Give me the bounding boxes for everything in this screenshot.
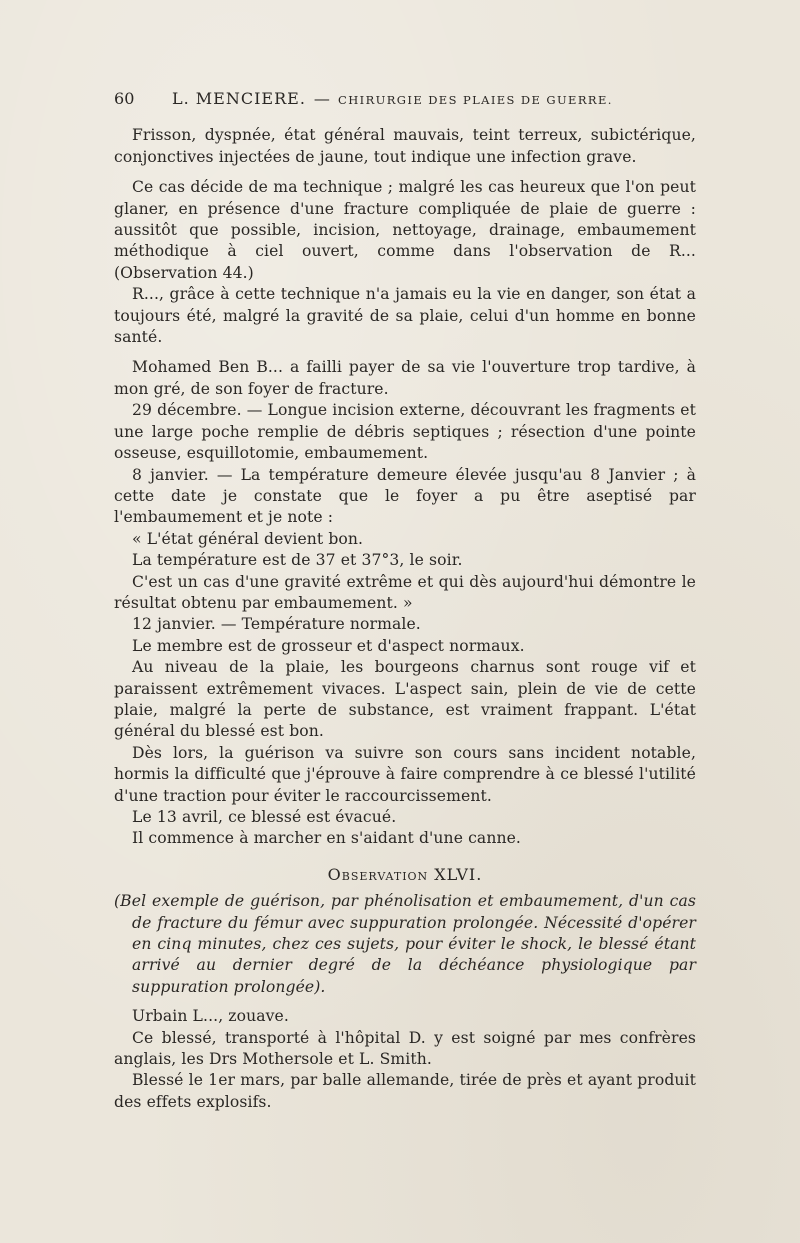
- header-author: L. MENCIERE.: [172, 89, 306, 108]
- page-number: 60: [114, 89, 135, 108]
- observation-abstract: (Bel exemple de guérison, par phénolisation et embaumement, d'un cas de fracture du fémur avec suppuration prolongée. Nécessité d'opérer en cinq minutes, chez ces sujets, pour éviter le shock, le blessé étant arrivé au dernier degré de la déchéance physiologique par suppuration prolongée).: [114, 892, 696, 996]
- paragraph: Ce blessé, transporté à l'hôpital D. y est soigné par mes confrères anglais, les Drs Mothersole et L. Smith.: [114, 1028, 696, 1069]
- paragraph: Au niveau de la plaie, les bourgeons charnus sont rouge vif et paraissent extrêmement vivaces. L'aspect sain, plein de vie de cette plaie, malgré la perte de substance, est vraiment frappant. L'état général du blessé est bon.: [114, 658, 696, 741]
- paragraph: 29 décembre. — Longue incision externe, découvrant les fragments et une large poche remplie de débris septiques ; résection d'une pointe osseuse, esquillotomie, embaumement.: [114, 401, 696, 463]
- paragraph: Le membre est de grosseur et d'aspect normaux.: [132, 636, 525, 655]
- observation-heading: Observation XLVI.: [327, 864, 483, 884]
- paragraph: Frisson, dyspnée, état général mauvais, teint terreux, subictérique, conjonctives injectées de jaune, tout indique une infection grave.: [114, 126, 696, 166]
- paragraph: Mohamed Ben B... a failli payer de sa vie l'ouverture trop tardive, à mon gré, de son foyer de fracture.: [114, 358, 696, 398]
- paragraph: Dès lors, la guérison va suivre son cours sans incident notable, hormis la difficulté que j'éprouve à faire comprendre à ce blessé l'utilité d'une traction pour éviter le raccourcissement.: [114, 743, 696, 805]
- paragraph: La température est de 37 et 37°3, le soir.: [132, 551, 463, 570]
- paragraph: 8 janvier. — La température demeure élevée jusqu'au 8 Janvier ; à cette date je constate que le foyer a pu être aseptisé par l'embaumement et je note :: [114, 465, 696, 527]
- paragraph: Blessé le 1er mars, par balle allemande, tirée de près et ayant produit des effets explosifs.: [114, 1071, 696, 1111]
- paragraph: 12 janvier. — Température normale.: [132, 615, 421, 634]
- paragraph: Urbain L..., zouave.: [132, 1007, 289, 1026]
- header-title: CHIRURGIE DES PLAIES DE GUERRE.: [338, 93, 613, 107]
- paragraph: Le 13 avril, ce blessé est évacué.: [132, 808, 397, 826]
- header-separator: —: [313, 89, 331, 108]
- paragraph: R..., grâce à cette technique n'a jamais eu la vie en danger, son état a toujours été, malgré la gravité de sa plaie, celui d'un homme en bonne santé.: [114, 285, 696, 347]
- page-content: [114, 88, 696, 1113]
- running-header: [114, 88, 696, 111]
- paragraph: Ce cas décide de ma technique ; malgré les cas heureux que l'on peut glaner, en présence d'une fracture compliquée de plaie de guerre : aussitôt que possible, incision, nettoyage, drainage, embaumement méthodique à ciel ouvert, comme dans l'observation de R... (Observation 44.): [114, 178, 696, 282]
- paragraph: Il commence à marcher en s'aidant d'une canne.: [132, 829, 521, 848]
- paragraph: C'est un cas d'une gravité extrême et qui dès aujourd'hui démontre le résultat obtenu par embaumement. »: [114, 572, 696, 612]
- paragraph: « L'état général devient bon.: [132, 529, 364, 548]
